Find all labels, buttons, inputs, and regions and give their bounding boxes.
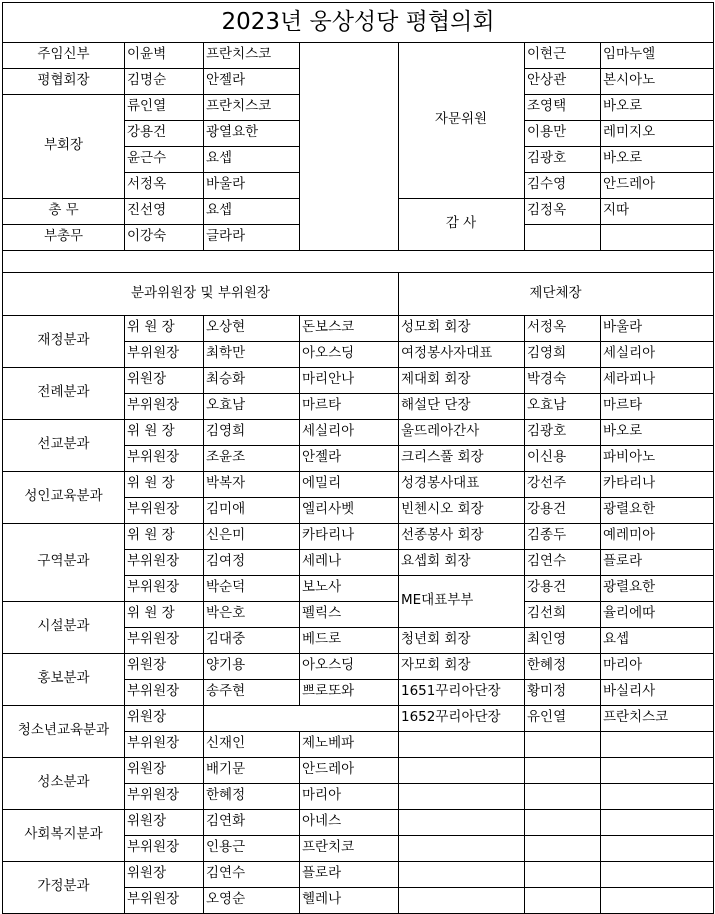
group-role: 울뜨레아간사 <box>398 419 525 446</box>
baptismal-name: 마리안나 <box>299 367 399 394</box>
baptismal-name: 마르타 <box>600 393 714 420</box>
member-name: 박경숙 <box>524 367 601 394</box>
committee-name: 청소년교육분과 <box>2 705 125 758</box>
baptismal-name: 요셉 <box>203 146 300 173</box>
group-role: 크리스풀 회장 <box>398 445 525 472</box>
baptismal-name: 제노베파 <box>299 731 399 758</box>
baptismal-name: 프란치스코 <box>600 705 714 732</box>
member-name: 김선희 <box>524 601 601 628</box>
committee-name: 가정분과 <box>2 861 125 914</box>
blank-cell <box>398 861 525 888</box>
blank-cell <box>398 835 525 862</box>
baptismal-name: 바울라 <box>600 315 714 342</box>
group-role: 빈첸시오 회장 <box>398 497 525 524</box>
baptismal-name: 본시아노 <box>600 68 714 95</box>
baptismal-name: 광렬요한 <box>600 575 714 602</box>
member-name: 최학만 <box>203 341 300 368</box>
baptismal-name: 임마누엘 <box>600 42 714 69</box>
committee-role: 위 원 장 <box>124 601 204 628</box>
baptismal-name: 세실리아 <box>299 419 399 446</box>
committee-role: 부위원장 <box>124 497 204 524</box>
blank-cell <box>299 42 399 251</box>
baptismal-name: 바실리사 <box>600 679 714 706</box>
section-header-committees: 분과위원장 및 부위원장 <box>2 272 399 316</box>
baptismal-name: 헬레나 <box>299 887 399 914</box>
group-role: 선종봉사 회장 <box>398 523 525 550</box>
blank-cell <box>600 224 714 251</box>
member-name: 김대중 <box>203 627 300 654</box>
committee-role: 부위원장 <box>124 445 204 472</box>
committee-name: 홍보분과 <box>2 653 125 706</box>
member-name: 김종두 <box>524 523 601 550</box>
baptismal-name: 레미지오 <box>600 120 714 147</box>
group-role: 성모회 회장 <box>398 315 525 342</box>
committee-role: 부위원장 <box>124 783 204 810</box>
member-name: 류인열 <box>124 94 204 121</box>
baptismal-name: 아오스딩 <box>299 341 399 368</box>
committee-role: 위 원 장 <box>124 523 204 550</box>
page-title: 2023년 웅상성당 평협의회 <box>2 2 714 43</box>
member-name: 박복자 <box>203 471 300 498</box>
member-name: 김연수 <box>524 549 601 576</box>
baptismal-name: 파비아노 <box>600 445 714 472</box>
blank-cell <box>600 835 714 862</box>
member-name: 이윤벽 <box>124 42 204 69</box>
member-name: 강용건 <box>524 575 601 602</box>
blank-cell <box>600 783 714 810</box>
committee-role: 위원장 <box>124 861 204 888</box>
member-name: 서정옥 <box>124 172 204 199</box>
group-role: 청년회 회장 <box>398 627 525 654</box>
member-name: 김미애 <box>203 497 300 524</box>
member-name: 오상현 <box>203 315 300 342</box>
member-name: 김정옥 <box>524 198 601 225</box>
blank-cell <box>524 861 601 888</box>
member-name: 신은미 <box>203 523 300 550</box>
blank-cell <box>524 224 601 251</box>
member-name: 오효남 <box>524 393 601 420</box>
committee-role: 부위원장 <box>124 549 204 576</box>
group-role: 1652꾸리아단장 <box>398 705 525 732</box>
baptismal-name: 세실리아 <box>600 341 714 368</box>
member-name: 오효남 <box>203 393 300 420</box>
committee-name: 시설분과 <box>2 601 125 654</box>
blank-cell <box>398 887 525 914</box>
baptismal-name: 바오로 <box>600 419 714 446</box>
committee-role: 부위원장 <box>124 627 204 654</box>
baptismal-name: 광열요한 <box>203 120 300 147</box>
blank-cell <box>524 757 601 784</box>
committee-name: 구역분과 <box>2 523 125 602</box>
member-name: 오영순 <box>203 887 300 914</box>
blank-cell <box>398 757 525 784</box>
member-name: 한혜정 <box>203 783 300 810</box>
member-name: 강용건 <box>124 120 204 147</box>
committee-role: 위 원 장 <box>124 419 204 446</box>
baptismal-name: 마르타 <box>299 393 399 420</box>
member-name: 양기용 <box>203 653 300 680</box>
member-name: 강용건 <box>524 497 601 524</box>
member-name: 김연수 <box>203 861 300 888</box>
baptismal-name: 에밀리 <box>299 471 399 498</box>
blank-cell <box>203 705 399 732</box>
committee-role: 부위원장 <box>124 731 204 758</box>
blank-cell <box>398 783 525 810</box>
blank-cell <box>398 809 525 836</box>
role-label: 평협회장 <box>2 68 125 95</box>
blank-cell <box>524 835 601 862</box>
member-name: 조영택 <box>524 94 601 121</box>
baptismal-name: 안드레아 <box>600 172 714 199</box>
member-name: 최승화 <box>203 367 300 394</box>
blank-cell <box>524 731 601 758</box>
baptismal-name: 바오로 <box>600 146 714 173</box>
baptismal-name: 쁘로또와 <box>299 679 399 706</box>
member-name: 김여정 <box>203 549 300 576</box>
baptismal-name: 안젤라 <box>299 445 399 472</box>
baptismal-name: 돈보스코 <box>299 315 399 342</box>
baptismal-name: 프란치스코 <box>203 42 300 69</box>
group-role: 1651꾸리아단장 <box>398 679 525 706</box>
group-role: 자모회 회장 <box>398 653 525 680</box>
baptismal-name: 엘리사벳 <box>299 497 399 524</box>
committee-role: 위 원 장 <box>124 315 204 342</box>
blank-cell <box>600 887 714 914</box>
baptismal-name: 카타리나 <box>299 523 399 550</box>
member-name: 김광호 <box>524 419 601 446</box>
blank-cell <box>524 809 601 836</box>
member-name: 안상관 <box>524 68 601 95</box>
baptismal-name: 베드로 <box>299 627 399 654</box>
baptismal-name: 지따 <box>600 198 714 225</box>
baptismal-name: 플로라 <box>299 861 399 888</box>
baptismal-name: 보노사 <box>299 575 399 602</box>
section-header-groups: 제단체장 <box>398 272 714 316</box>
member-name: 신재인 <box>203 731 300 758</box>
baptismal-name: 글라라 <box>203 224 300 251</box>
group-role: 제대회 회장 <box>398 367 525 394</box>
blank-cell <box>600 809 714 836</box>
member-name: 이용만 <box>524 120 601 147</box>
committee-role: 부위원장 <box>124 887 204 914</box>
member-name: 이신용 <box>524 445 601 472</box>
committee-role: 위원장 <box>124 757 204 784</box>
committee-name: 선교분과 <box>2 419 125 472</box>
baptismal-name: 요셉 <box>203 198 300 225</box>
role-label: 자문위원 <box>398 42 525 199</box>
baptismal-name: 광렬요한 <box>600 497 714 524</box>
member-name: 최인영 <box>524 627 601 654</box>
member-name: 한혜정 <box>524 653 601 680</box>
committee-role: 부위원장 <box>124 835 204 862</box>
member-name: 윤근수 <box>124 146 204 173</box>
committee-name: 성인교육분과 <box>2 471 125 524</box>
member-name: 송주현 <box>203 679 300 706</box>
member-name: 김명순 <box>124 68 204 95</box>
blank-cell <box>524 887 601 914</box>
baptismal-name: 바오로 <box>600 94 714 121</box>
role-label: 감 사 <box>398 198 525 251</box>
baptismal-name: 예레미아 <box>600 523 714 550</box>
member-name: 박순덕 <box>203 575 300 602</box>
member-name: 강선주 <box>524 471 601 498</box>
baptismal-name: 아네스 <box>299 809 399 836</box>
committee-role: 위원장 <box>124 653 204 680</box>
baptismal-name: 아오스딩 <box>299 653 399 680</box>
member-name: 김수영 <box>524 172 601 199</box>
member-name: 이현근 <box>524 42 601 69</box>
member-name: 유인열 <box>524 705 601 732</box>
group-role: 해설단 단장 <box>398 393 525 420</box>
baptismal-name: 바울라 <box>203 172 300 199</box>
baptismal-name: 펠릭스 <box>299 601 399 628</box>
committee-role: 위원장 <box>124 809 204 836</box>
member-name: 황미정 <box>524 679 601 706</box>
member-name: 이강숙 <box>124 224 204 251</box>
committee-role: 부위원장 <box>124 341 204 368</box>
baptismal-name: 플로라 <box>600 549 714 576</box>
group-role: 여정봉사자대표 <box>398 341 525 368</box>
member-name: 서정옥 <box>524 315 601 342</box>
member-name: 진선영 <box>124 198 204 225</box>
baptismal-name: 프란치스코 <box>203 94 300 121</box>
committee-role: 위 원 장 <box>124 471 204 498</box>
baptismal-name: 세레나 <box>299 549 399 576</box>
member-name: 조윤조 <box>203 445 300 472</box>
committee-role: 부위원장 <box>124 393 204 420</box>
baptismal-name: 안젤라 <box>203 68 300 95</box>
baptismal-name: 세라피나 <box>600 367 714 394</box>
role-label: 주임신부 <box>2 42 125 69</box>
committee-role: 부위원장 <box>124 679 204 706</box>
spacer-row <box>2 250 714 273</box>
committee-name: 사회복지분과 <box>2 809 125 862</box>
group-role: ME대표부부 <box>398 575 525 628</box>
baptismal-name: 프란치코 <box>299 835 399 862</box>
committee-role: 위원장 <box>124 367 204 394</box>
member-name: 배기문 <box>203 757 300 784</box>
committee-name: 성소분과 <box>2 757 125 810</box>
blank-cell <box>600 757 714 784</box>
member-name: 인용근 <box>203 835 300 862</box>
group-role: 요셉회 회장 <box>398 549 525 576</box>
member-name: 김영희 <box>524 341 601 368</box>
member-name: 김연화 <box>203 809 300 836</box>
member-name: 김영희 <box>203 419 300 446</box>
blank-cell <box>524 783 601 810</box>
blank-cell <box>600 861 714 888</box>
group-role: 성경봉사대표 <box>398 471 525 498</box>
committee-role: 부위원장 <box>124 575 204 602</box>
baptismal-name: 요셉 <box>600 627 714 654</box>
role-label: 부회장 <box>2 94 125 199</box>
role-label: 부총무 <box>2 224 125 251</box>
member-name: 박은호 <box>203 601 300 628</box>
baptismal-name: 마리아 <box>299 783 399 810</box>
member-name: 김광호 <box>524 146 601 173</box>
blank-cell <box>398 731 525 758</box>
baptismal-name: 율리에따 <box>600 601 714 628</box>
baptismal-name: 카타리나 <box>600 471 714 498</box>
blank-cell <box>600 731 714 758</box>
committee-name: 전례분과 <box>2 367 125 420</box>
role-label: 총 무 <box>2 198 125 225</box>
committee-role: 위원장 <box>124 705 204 732</box>
baptismal-name: 안드레아 <box>299 757 399 784</box>
baptismal-name: 마리아 <box>600 653 714 680</box>
committee-name: 재정분과 <box>2 315 125 368</box>
